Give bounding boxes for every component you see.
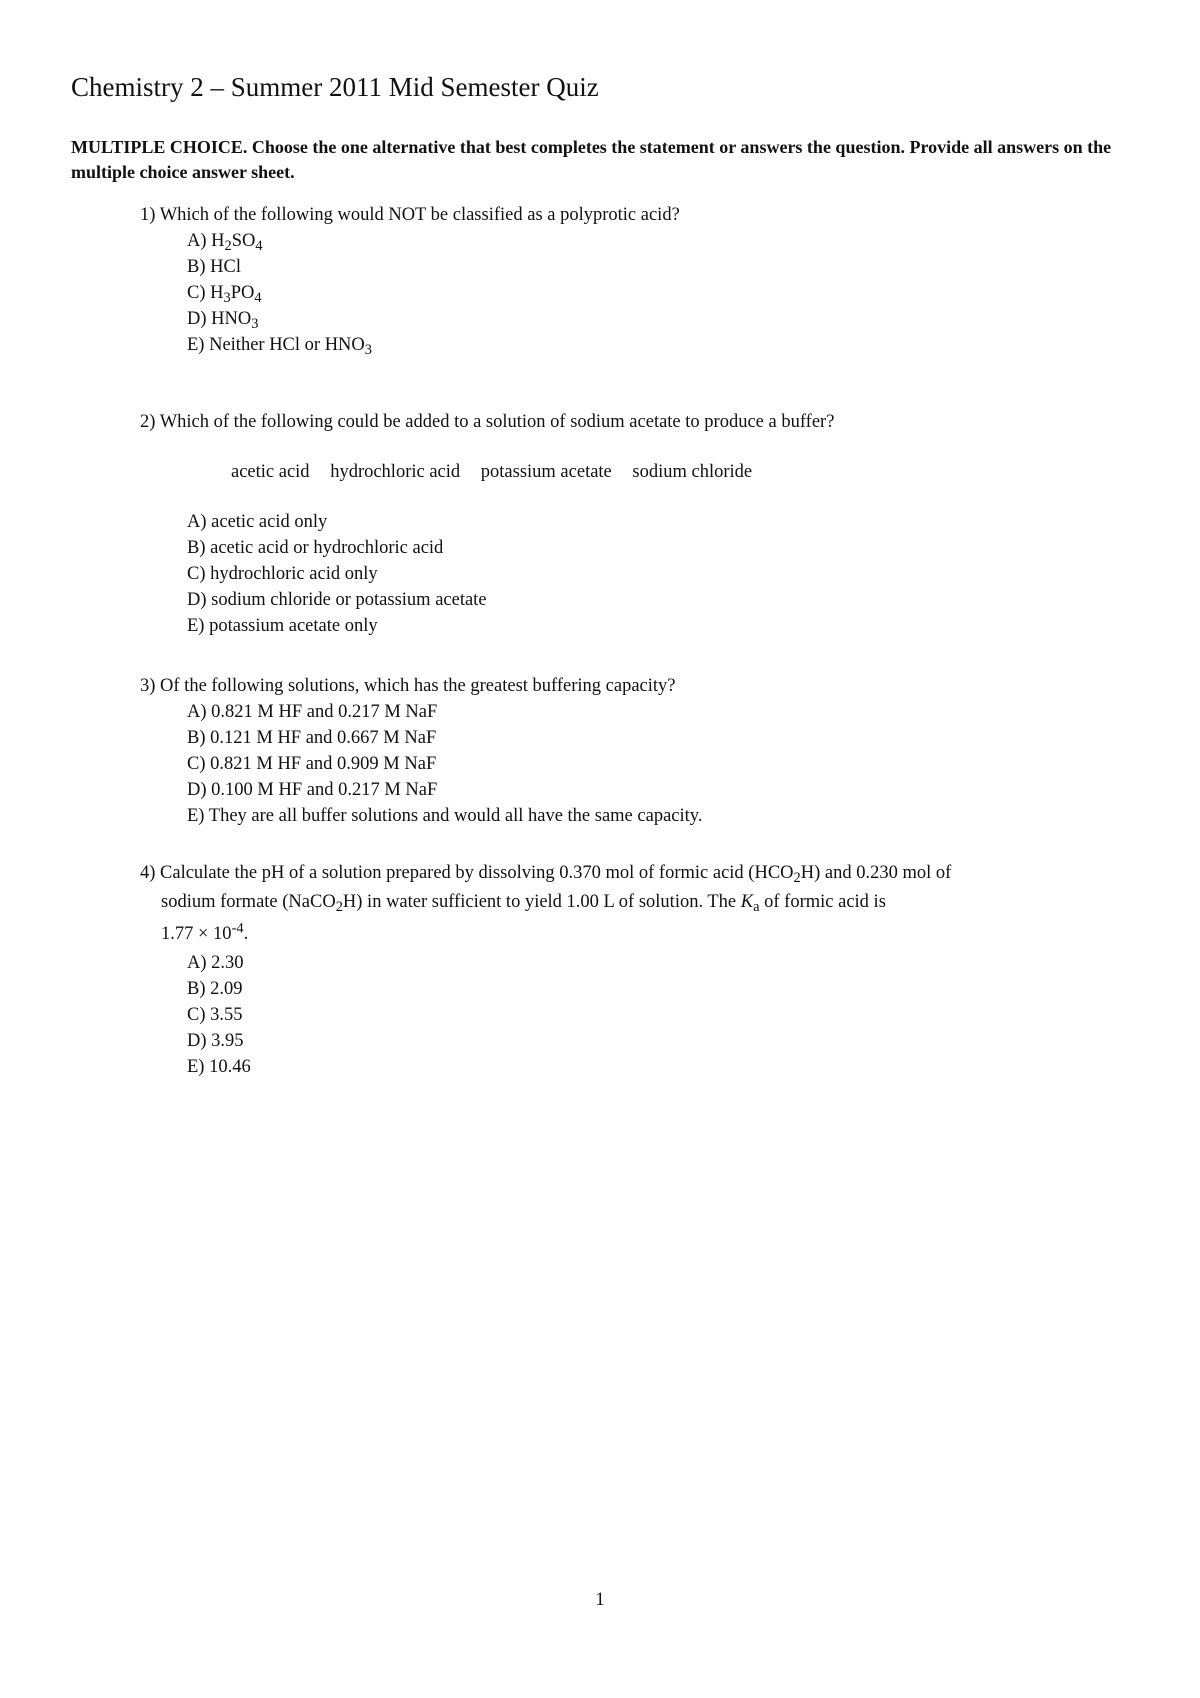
answer-options [187,509,1130,639]
page-number: 1 [595,1590,605,1610]
option-c: C) 0.821 M HF and 0.909 M NaF [187,754,437,774]
question-stem: 2) Which of the following could be added to a solution of sodium acetate to produce a buffer? [140,412,835,432]
choice-item: sodium chloride [632,462,753,482]
option-b: B) acetic acid or hydrochloric acid [187,538,444,558]
answer-options [187,699,1130,829]
option-c: C) 3.55 [187,1005,243,1025]
choice-item: hydrochloric acid [330,462,461,482]
ka-symbol: K [740,892,754,912]
option-d: D) sodium chloride or potassium acetate [187,590,487,610]
question-4 [140,860,1130,1080]
answer-options [187,950,1130,1080]
option-a: A) 0.821 M HF and 0.217 M NaF [187,702,438,722]
option-e: E) They are all buffer solutions and would all have the same capacity. [187,806,703,826]
page-title: Chemistry 2 – Summer 2011 Mid Semester Quiz [71,72,599,102]
option-d: D) 0.100 M HF and 0.217 M NaF [187,780,438,800]
instructions: MULTIPLE CHOICE. Choose the one alternative that best completes the statement or answers the question. Provide all answers on the multiple choice answer sheet. [71,137,1112,182]
option-c: C) $H_3PO_4$ [187,283,262,307]
option-e: E) Neither HCl or $HNO_3$ [187,335,372,359]
option-d: D) 3.95 [187,1031,244,1051]
option-b: B) 0.121 M HF and 0.667 M NaF [187,728,437,748]
option-e: E) 10.46 [187,1057,251,1077]
question-2 [140,409,1130,639]
choice-item: acetic acid [231,462,310,482]
question-stem-continued: $1.77 \times 10^{-4}$. [161,920,249,944]
question-stem: 4) Calculate the pH of a solution prepared by dissolving 0.370 mol of formic acid $(HCO_2H)$ and 0.230 mol of [140,863,952,887]
option-a: A) $H_2SO_4$ [187,231,263,255]
question-stem: 3) Of the following solutions, which has the greatest buffering capacity? [140,676,676,696]
question-stem-continued: sodium formate (NaCO$_2$H) in water sufficient to yield 1.00 L of solution. The $K_a$ of formic acid is [161,892,886,916]
question-1 [140,202,1130,358]
question-stem: 1) Which of the following would NOT be classified as a polyprotic acid? [140,205,680,225]
option-a: A) 2.30 [187,953,244,973]
option-e: E) potassium acetate only [187,616,378,636]
option-a: A) acetic acid only [187,512,328,532]
option-b: B) 2.09 [187,979,243,999]
option-c: C) hydrochloric acid only [187,564,378,584]
question-3 [140,673,1130,829]
choice-item: potassium acetate [480,462,612,482]
option-d: D) $HNO_3$ [187,309,259,333]
substance-choices [231,459,1130,485]
option-b: B) HCl [187,257,241,277]
answer-options [187,228,1130,358]
